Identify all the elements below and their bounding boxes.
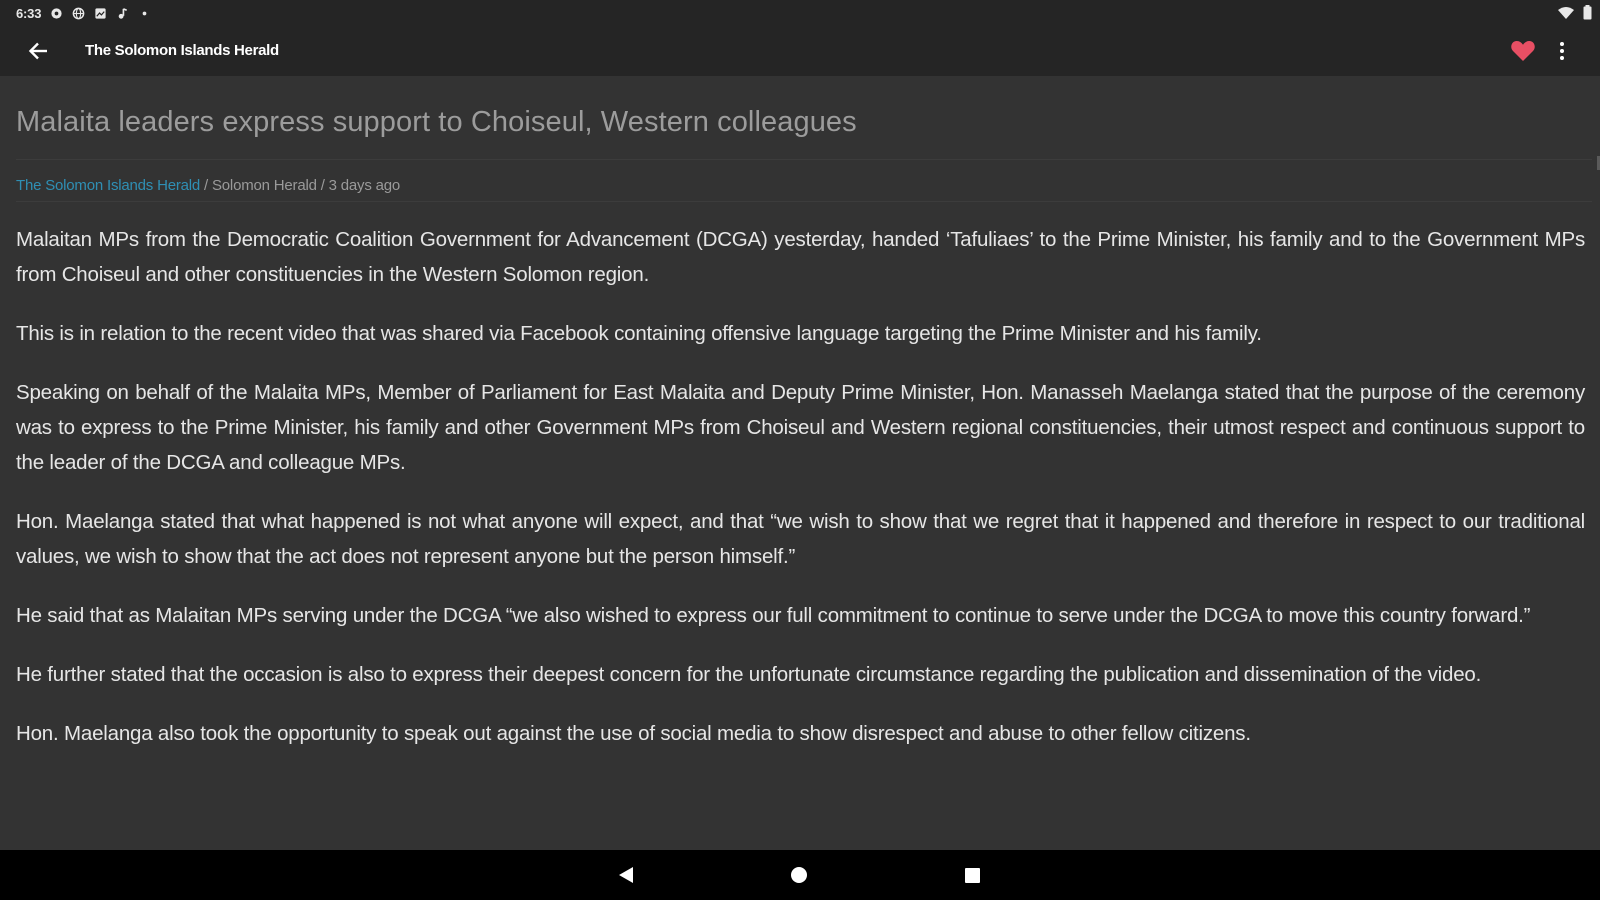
dot-icon bbox=[138, 7, 151, 20]
meta-author: Solomon Herald bbox=[211, 177, 317, 194]
status-time: 6:33 bbox=[16, 5, 42, 21]
status-left bbox=[0, 6, 151, 21]
app-bar bbox=[0, 26, 1600, 76]
article-title: Malaita leaders express support to Choiseul, Western colleagues bbox=[16, 106, 857, 138]
nav-back-button[interactable] bbox=[617, 866, 635, 884]
nav-home-icon bbox=[790, 866, 808, 884]
status-bar bbox=[0, 0, 1600, 26]
source-link[interactable]: The Solomon Islands Herald bbox=[16, 177, 201, 194]
globe-icon bbox=[72, 7, 85, 20]
article-paragraph: This is in relation to the recent video that was shared via Facebook containing offensive language targeting the Prime Minister and his family. bbox=[16, 322, 1262, 345]
nav-recents-icon bbox=[964, 867, 981, 884]
nav-home-button[interactable] bbox=[790, 866, 808, 884]
app-title: The Solomon Islands Herald bbox=[85, 42, 279, 59]
navigation-bar bbox=[0, 850, 1600, 900]
article-paragraph: He further stated that the occasion is also to express their deepest concern for the unfortunate circumstance regarding the publication and dissemination of the video. bbox=[16, 663, 1482, 686]
article-body bbox=[16, 222, 1585, 775]
more-options-button[interactable] bbox=[1556, 38, 1568, 64]
battery-icon bbox=[1583, 5, 1592, 20]
favorite-button[interactable] bbox=[1510, 39, 1536, 63]
meta-separator: / bbox=[316, 177, 329, 194]
article-paragraph: Malaitan MPs from the Democratic Coalition Government for Advancement (DCGA) yesterday, handed ‘Tafuliaes’ to the Prime Minister, his family and to the Government MPs from Choiseul and other constituencies in the Western Solomon region. bbox=[16, 228, 1585, 286]
heart-icon bbox=[1510, 39, 1536, 63]
article-paragraph: Hon. Maelanga stated that what happened is not what anyone will expect, and that “we wish to show that we regret that it happened and therefore in respect to our traditional values, we wish to show that the act does not represent anyone but the person himself.” bbox=[16, 510, 1585, 568]
status-right bbox=[1557, 5, 1592, 20]
music-icon bbox=[116, 7, 129, 20]
divider bbox=[16, 159, 1592, 160]
article-meta bbox=[16, 177, 400, 194]
article-paragraph: He said that as Malaitan MPs serving under the DCGA “we also wished to express our full commitment to continue to serve under the DCGA to move this country forward.” bbox=[16, 604, 1531, 627]
article-content[interactable] bbox=[0, 76, 1600, 850]
image-icon bbox=[94, 7, 107, 20]
article-paragraph: Speaking on behalf of the Malaita MPs, Member of Parliament for East Malaita and Deputy Prime Minister, Hon. Manasseh Maelanga stated that the purpose of the ceremony was to express to the Prime Minister, his family and other Government MPs from Choiseul and Western regional constituencies, their utmost respect and continuous support to the leader of the DCGA and colleague MPs. bbox=[16, 381, 1585, 474]
nav-back-icon bbox=[617, 866, 635, 884]
article-paragraph: Hon. Maelanga also took the opportunity to speak out against the use of social media to show disrespect and abuse to other fellow citizens. bbox=[16, 722, 1251, 745]
divider bbox=[16, 201, 1592, 202]
more-vertical-icon bbox=[1556, 38, 1568, 64]
meta-separator: / bbox=[200, 177, 212, 194]
settings-icon bbox=[50, 7, 63, 20]
arrow-left-icon bbox=[26, 38, 52, 64]
nav-recents-button[interactable] bbox=[964, 867, 981, 884]
back-button[interactable] bbox=[26, 38, 52, 64]
wifi-icon bbox=[1557, 6, 1575, 20]
meta-time: 3 days ago bbox=[328, 177, 401, 194]
